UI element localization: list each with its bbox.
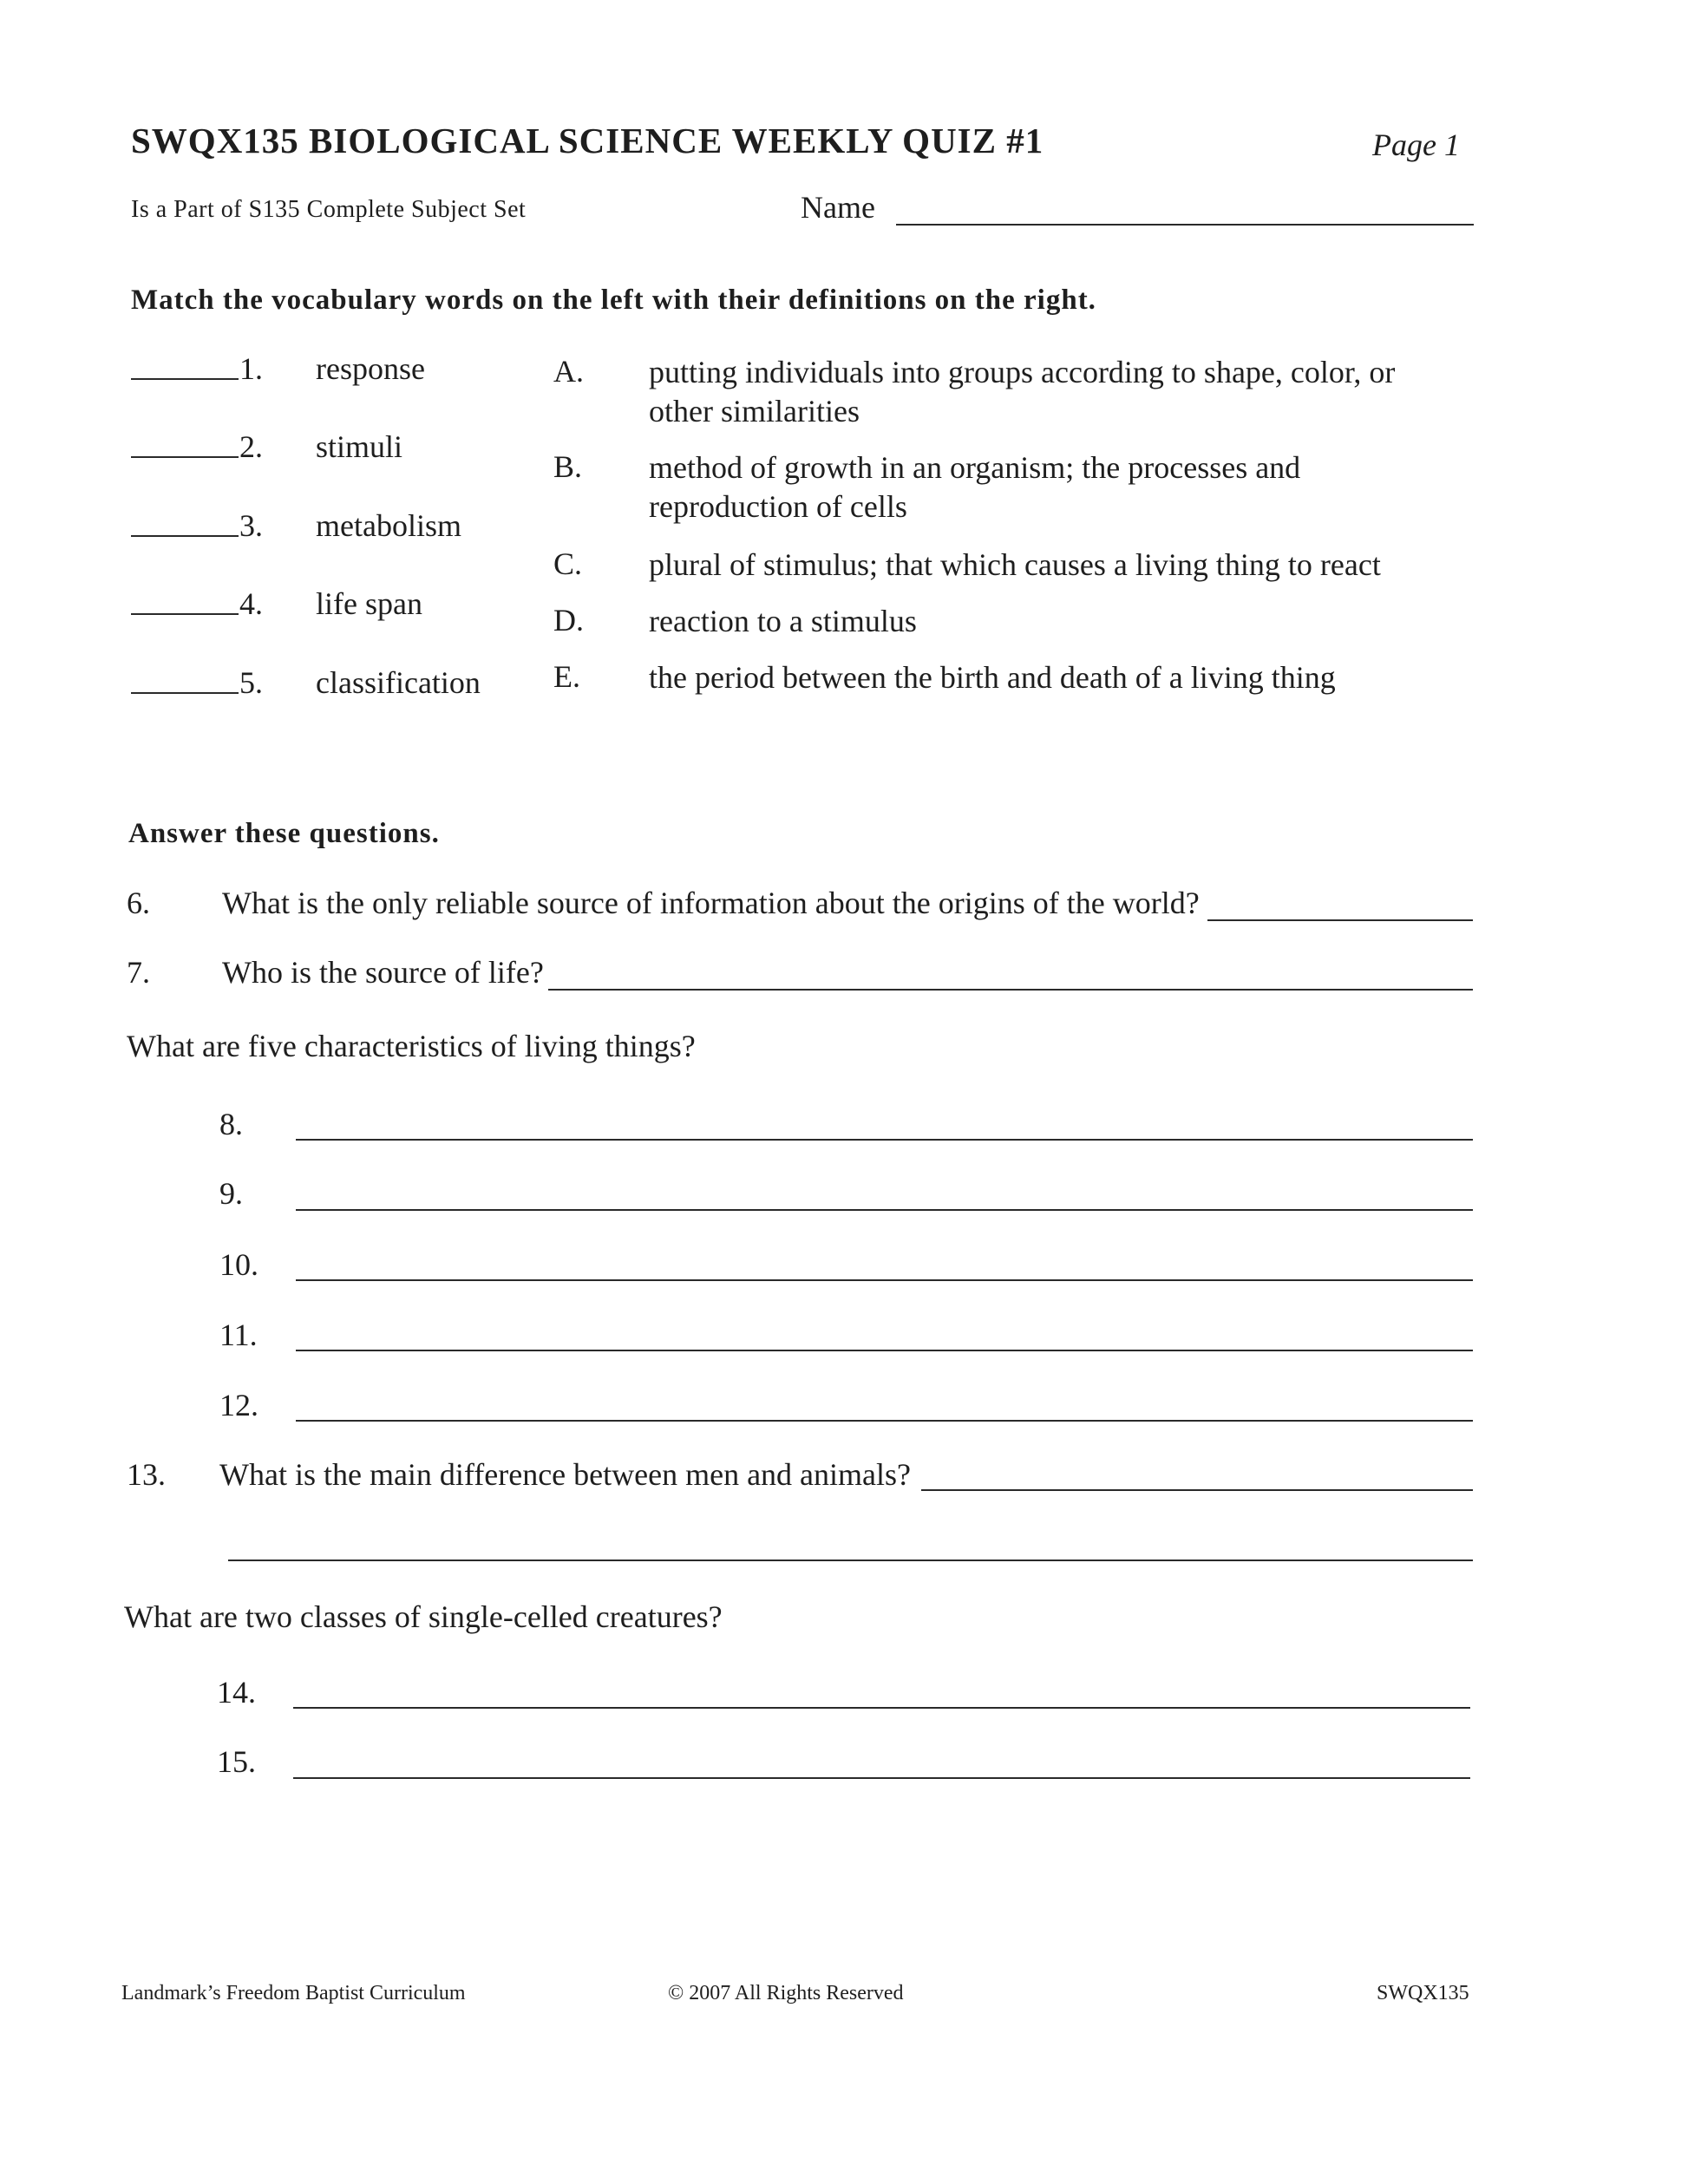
- match-number: 5.: [239, 665, 263, 700]
- match-word: classification: [316, 665, 481, 700]
- question-number: 12.: [219, 1388, 258, 1422]
- definition-text: method of growth in an organism; the processes and reproduction of cells: [649, 450, 1301, 524]
- answer-line-q9[interactable]: [296, 1209, 1473, 1211]
- matching-instructions: Match the vocabulary words on the left with their definitions on the right.: [131, 284, 1096, 316]
- match-number: 4.: [239, 586, 263, 621]
- match-answer-blank-5[interactable]: [131, 692, 239, 694]
- question-number: 7.: [127, 955, 150, 990]
- definition-letter: C.: [553, 546, 583, 581]
- definition-letter: B.: [553, 449, 583, 484]
- answer-line-q11[interactable]: [296, 1350, 1473, 1351]
- match-word: life span: [316, 586, 422, 621]
- match-word: response: [316, 351, 425, 386]
- definition-text: plural of stimulus; that which causes a living thing to react: [649, 547, 1381, 582]
- answer-line-q15[interactable]: [293, 1777, 1470, 1779]
- classes-prompt: What are two classes of single-celled creatures?: [124, 1599, 723, 1634]
- footer-copyright: © 2007 All Rights Reserved: [668, 1982, 904, 2004]
- answer-line-q13-continued[interactable]: [228, 1560, 1473, 1561]
- characteristics-prompt: What are five characteristics of living things?: [127, 1029, 696, 1063]
- answer-line-q8[interactable]: [296, 1139, 1473, 1141]
- question-text: Who is the source of life?: [222, 955, 544, 990]
- question-number: 6.: [127, 886, 150, 920]
- subtitle: Is a Part of S135 Complete Subject Set: [131, 196, 527, 223]
- definition-text: putting individuals into groups according to shape, color, or other similarities: [649, 355, 1396, 428]
- question-text: What is the only reliable source of information about the origins of the world?: [222, 886, 1200, 920]
- answer-line-q10[interactable]: [296, 1279, 1473, 1281]
- questions-heading: Answer these questions.: [128, 818, 440, 849]
- definition-letter: D.: [553, 603, 584, 638]
- name-answer-line[interactable]: [896, 224, 1474, 226]
- match-number: 1.: [239, 351, 263, 386]
- question-number: 9.: [219, 1176, 243, 1211]
- footer-code: SWQX135: [1377, 1982, 1469, 2004]
- definition-letter: A.: [553, 354, 584, 389]
- question-number: 10.: [219, 1247, 258, 1282]
- question-number: 14.: [217, 1675, 256, 1710]
- match-number: 2.: [239, 429, 263, 464]
- footer-publisher: Landmark’s Freedom Baptist Curriculum: [121, 1982, 466, 2004]
- match-answer-blank-4[interactable]: [131, 613, 239, 615]
- answer-line-q7[interactable]: [548, 989, 1473, 991]
- quiz-title: SWQX135 BIOLOGICAL SCIENCE WEEKLY QUIZ #1: [131, 121, 1044, 160]
- match-answer-blank-2[interactable]: [131, 456, 239, 458]
- match-answer-blank-1[interactable]: [131, 378, 239, 380]
- match-number: 3.: [239, 508, 263, 543]
- match-word: metabolism: [316, 508, 461, 543]
- match-answer-blank-3[interactable]: [131, 535, 239, 537]
- definition-text: reaction to a stimulus: [649, 604, 917, 638]
- answer-line-q14[interactable]: [293, 1707, 1470, 1709]
- page-label: Page 1: [1372, 128, 1460, 162]
- definition-letter: E.: [553, 659, 580, 694]
- question-number: 13.: [127, 1457, 166, 1492]
- name-label: Name: [801, 190, 875, 225]
- question-text: What is the main difference between men and animals?: [219, 1457, 912, 1492]
- question-number: 8.: [219, 1107, 243, 1141]
- answer-line-q13[interactable]: [921, 1489, 1473, 1491]
- answer-line-q12[interactable]: [296, 1420, 1473, 1422]
- question-number: 15.: [217, 1744, 256, 1779]
- answer-line-q6[interactable]: [1207, 919, 1473, 921]
- match-word: stimuli: [316, 429, 403, 464]
- definition-text: the period between the birth and death of a living thing: [649, 660, 1336, 695]
- question-number: 11.: [219, 1318, 258, 1352]
